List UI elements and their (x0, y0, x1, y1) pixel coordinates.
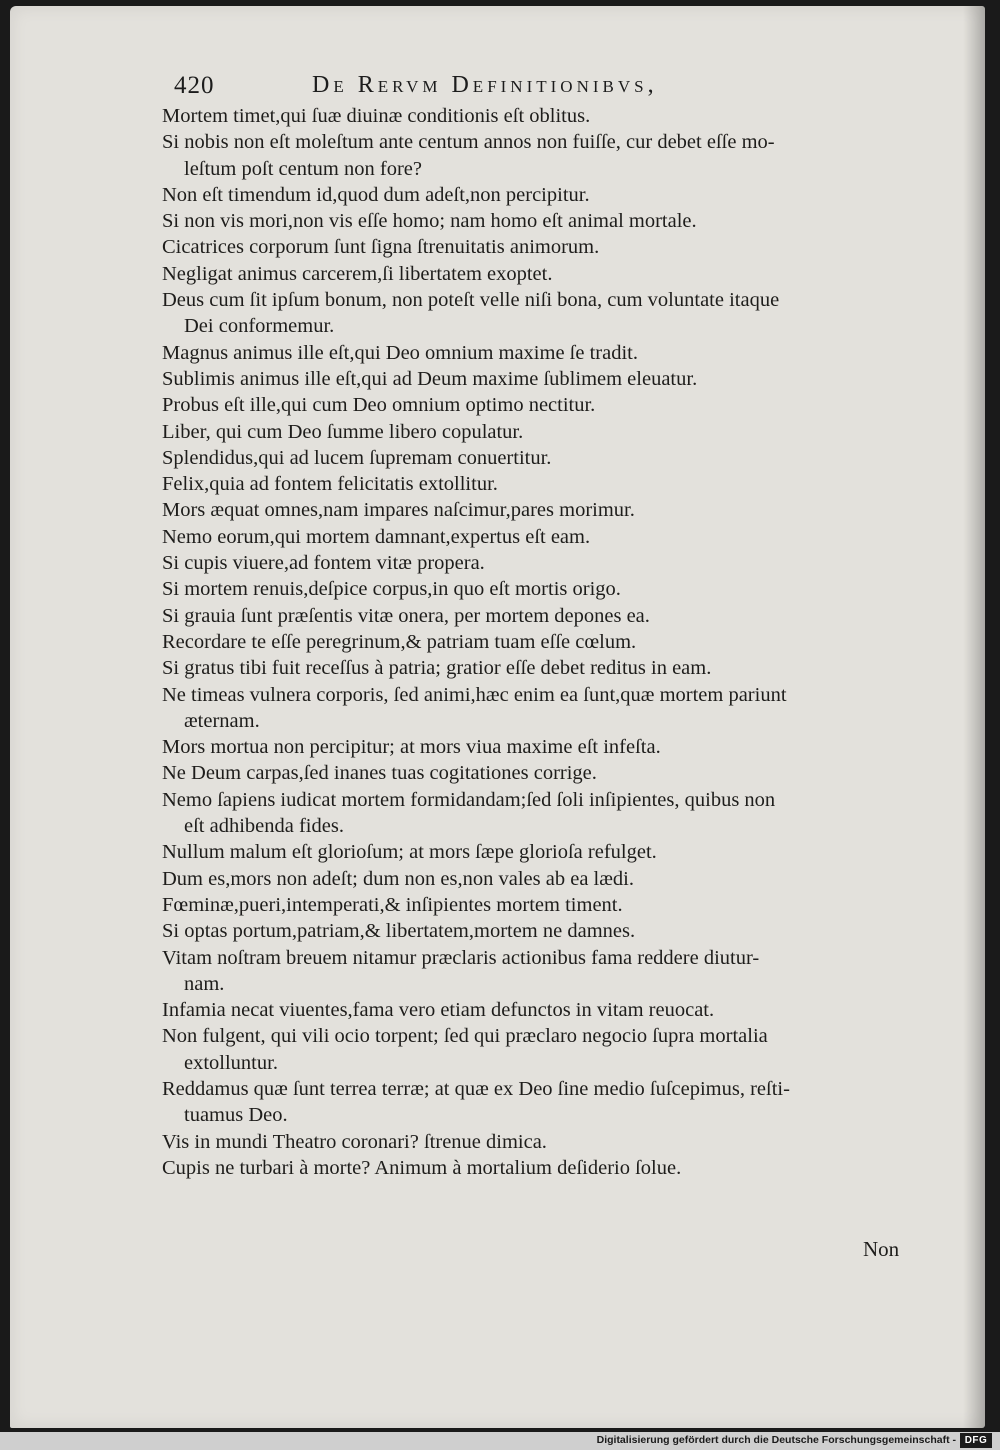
line-continuation: nam. (184, 972, 225, 995)
line-text: Si mortem renuis,deſpice corpus,in quo eſt mortis origo. (162, 578, 621, 601)
text-line (162, 918, 962, 944)
line-continuation: extolluntur. (184, 1051, 278, 1074)
line-text: Dum es,mors non adeſt; dum non es,non vales ab ea lædi. (162, 867, 634, 890)
text-line (162, 524, 962, 550)
line-text: Nullum malum eſt glorioſum; at mors ſæpe glorioſa refulget. (162, 841, 657, 864)
text-line (162, 1129, 962, 1155)
text-line (162, 497, 962, 523)
text-line (162, 576, 962, 602)
line-text: Non fulgent, qui vili ocio torpent; ſed qui præclaro negocio ſupra mortalia (162, 1025, 768, 1048)
line-text: Cicatrices corporum ſunt ſigna ſtrenuitatis animorum. (162, 236, 600, 259)
line-text: Non eſt timendum id,quod dum adeſt,non percipitur. (162, 183, 590, 206)
text-line (162, 839, 962, 865)
line-text: Negligat animus carcerem,ſi libertatem exoptet. (162, 262, 553, 285)
line-text: Si non vis mori,non vis eſſe homo; nam homo eſt animal mortale. (162, 210, 697, 233)
running-title: De Rervm Definitionibvs, (312, 72, 658, 98)
text-line (162, 682, 962, 735)
line-text: Splendidus,qui ad lucem ſupremam conuertitur. (162, 446, 552, 469)
line-text: Probus eſt ille,qui cum Deo omnium optimo nectitur. (162, 394, 596, 417)
text-line (162, 760, 962, 786)
line-text: Ne Deum carpas,ſed inanes tuas cogitationes corrige. (162, 762, 597, 785)
text-line (162, 471, 962, 497)
line-continuation: eſt adhibenda fides. (184, 815, 344, 838)
line-continuation: tuamus Deo. (184, 1104, 288, 1127)
line-text: Recordare te eſſe peregrinum,& patriam tuam eſſe cœlum. (162, 630, 637, 653)
text-line (162, 234, 962, 260)
line-text: Vitam noſtram breuem nitamur præclaris actionibus fama reddere diutur- (162, 946, 760, 969)
line-text: Infamia necat viuentes,fama vero etiam defunctos in vitam reuocat. (162, 999, 715, 1022)
text-line (162, 945, 962, 998)
text-line (162, 892, 962, 918)
catchword: Non (863, 1237, 900, 1261)
text-line (162, 261, 962, 287)
line-text: Liber, qui cum Deo ſumme libero copulatur. (162, 420, 524, 443)
line-text: Si nobis non eſt moleſtum ante centum annos non fuiſſe, cur debet eſſe mo- (162, 131, 775, 154)
dfg-logo-icon: DFG (960, 1433, 992, 1448)
text-line (162, 208, 962, 234)
text-line (162, 445, 962, 471)
line-text: Mors æquat omnes,nam impares naſcimur,pares morimur. (162, 499, 635, 522)
running-head (174, 72, 844, 106)
text-line (162, 1076, 962, 1129)
text-line (162, 103, 962, 129)
page-number: 420 (174, 72, 215, 99)
text-line (162, 392, 962, 418)
line-continuation: Dei conformemur. (184, 315, 335, 338)
line-text: Cupis ne turbari à morte? Animum à mortalium deſiderio ſolue. (162, 1156, 682, 1179)
text-line (162, 787, 962, 840)
text-line (162, 340, 962, 366)
text-line (162, 603, 962, 629)
footer-bar (0, 1432, 1000, 1450)
line-text: Mortem timet,qui ſuæ diuinæ conditionis eſt oblitus. (162, 105, 591, 127)
text-line (162, 1023, 962, 1076)
line-text: Si gratus tibi fuit receſſus à patria; gratior eſſe debet reditus in eam. (162, 657, 712, 680)
line-text: Deus cum ſit ipſum bonum, non poteſt velle niſi bona, cum voluntate itaque (162, 289, 780, 312)
text-line (162, 366, 962, 392)
funding-credit: Digitalisierung gefördert durch die Deutsche Forschungsgemeinschaft - (596, 1434, 956, 1446)
text-line (162, 629, 962, 655)
line-text: Magnus animus ille eſt,qui Deo omnium maxime ſe tradit. (162, 341, 638, 364)
text-line (162, 287, 962, 340)
text-line (162, 129, 962, 182)
line-text: Ne timeas vulnera corporis, ſed animi,hæc enim ea ſunt,quæ mortem pariunt (162, 683, 787, 706)
line-text: Sublimis animus ille eſt,qui ad Deum maxime ſublimem eleuatur. (162, 367, 698, 390)
line-text: Si optas portum,patriam,& libertatem,mortem ne damnes. (162, 920, 636, 943)
text-body (162, 103, 962, 1181)
text-line (162, 734, 962, 760)
line-text: Si cupis viuere,ad fontem vitæ propera. (162, 552, 485, 575)
text-line (162, 550, 962, 576)
line-continuation: leſtum poſt centum non fore? (184, 157, 422, 180)
text-line (162, 655, 962, 681)
text-line (162, 182, 962, 208)
line-text: Si grauia ſunt præſentis vitæ onera, per mortem depones ea. (162, 604, 650, 627)
line-text: Felix,quia ad fontem felicitatis extollitur. (162, 473, 498, 496)
line-text: Vis in mundi Theatro coronari? ſtrenue dimica. (162, 1130, 547, 1153)
line-continuation: æternam. (184, 709, 260, 732)
page-edge-shadow (963, 6, 985, 1428)
line-text: Nemo eorum,qui mortem damnant,expertus eſt eam. (162, 525, 591, 548)
text-line (162, 866, 962, 892)
text-line (162, 419, 962, 445)
line-text: Reddamus quæ ſunt terrea terræ; at quæ ex Deo ſine medio ſuſcepimus, reſti- (162, 1077, 790, 1100)
text-line (162, 1155, 962, 1181)
line-text: Mors mortua non percipitur; at mors viua maxime eſt infeſta. (162, 736, 661, 759)
line-text: Nemo ſapiens iudicat mortem formidandam;ſed ſoli inſipientes, quibus non (162, 788, 776, 811)
text-line (162, 997, 962, 1023)
line-text: Fœminæ,pueri,intemperati,& inſipientes mortem timent. (162, 893, 623, 916)
